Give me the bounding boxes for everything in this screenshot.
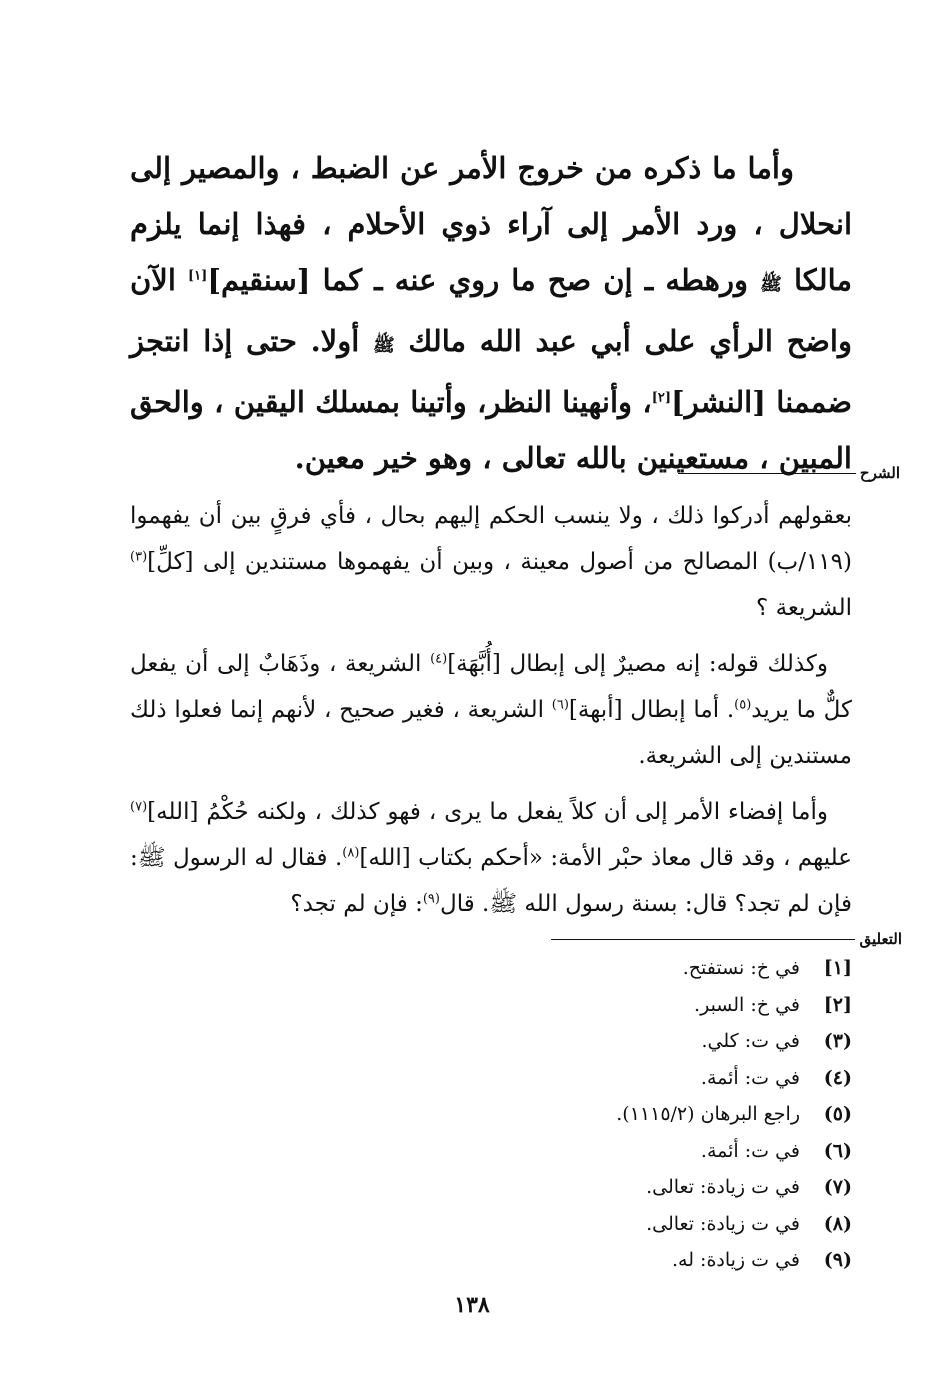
footnote-number: (٣) [823,1030,852,1052]
commentary-run: الشريعة ، وذَهَابٌ إلى أن يفعل كلٌّ ما يريد [130,651,852,723]
footnote-item [432,1060,852,1097]
footnote-number: (٩) [823,1249,852,1271]
footnote-text: في ت: أئمة. [700,1139,800,1162]
footnote-number: (٥) [823,1103,852,1125]
commentary-run: : فإن لم تجد؟ [290,891,423,917]
footnote-number: (٨) [823,1212,852,1235]
commentary-paragraph [130,789,852,927]
commentary-run: عليهم ، وقد قال معاذ حبْر الأمة: «أحكم بكتاب [الله] [359,845,852,871]
footnote-item [432,1133,852,1170]
commentary-run: وكذلك قوله: إنه مصيرٌ إلى إبطال [أُبَّهَة] [447,651,828,677]
commentary-paragraph [130,493,852,631]
commentary-divider [678,462,900,484]
commentary-run: الشريعة ؟ [756,595,852,621]
page-number: ١٣٨ [454,1292,490,1318]
footnote-mark: (٦) [551,697,569,713]
main-paragraph [130,140,852,486]
main-text [130,140,852,486]
commentary-paragraph [130,641,852,779]
main-text-run: أولا. حتى إذا انتجز ضممنا [النشر] [130,324,853,419]
footnotes-list [432,950,852,1279]
footnote-text: راجع البرهان (١١١٥/٢). [616,1103,800,1125]
footnote-item [432,1206,852,1243]
footnote-item [432,1023,852,1060]
footnote-number: [١] [823,957,852,979]
footnote-mark: (٨) [342,845,360,861]
footnote-text: في ت زيادة: تعالى. [646,1212,800,1235]
footnote-item [432,950,852,987]
main-text-run: الآن واضح الرأي على أبي عبد الله مالك [130,263,852,358]
footnote-mark: (٤) [430,651,448,667]
footnote-text: في خ: نستفتح. [682,957,800,979]
footnote-mark: (٣) [130,549,148,565]
footnote-item [432,1096,852,1133]
commentary-heading: الشرح [859,464,900,482]
footnote-mark: (٥) [734,697,752,713]
reference-mark: [١] [188,268,208,284]
honorific-glyph: ﷺ [760,274,782,295]
footnote-number: [٢] [823,993,852,1016]
footnote-mark: (٩) [422,891,440,907]
divider-rule [551,939,855,940]
footnote-text: في ت: أئمة. [700,1066,800,1089]
main-text-run: وأما ما ذكره من خروج الأمر عن الضبط ، والمصير إلى انحلال ، ورد الأمر إلى آراء ذوي الأحلام ، فهذا إنما يلزم مالكا [130,151,852,297]
main-text-run: ، وأنهينا النظر، وأتينا بمسلك اليقين ، والحق المبين ، مستعينين بالله تعالى ، وهو خير معين. [130,385,852,475]
commentary-run: . أما إبطال [أبهة] [568,697,735,723]
commentary-run: وأما إفضاء الأمر إلى أن كلاً يفعل ما يرى ، فهو كذلك ، ولكنه حُكْمُ [الله] [147,799,828,825]
footnote-item [432,1242,852,1279]
notes-heading: التعليق [859,930,902,948]
footnote-text: في ت زيادة: تعالى. [646,1176,800,1198]
footnote-item [432,1169,852,1206]
footnote-number: (٦) [823,1139,852,1162]
commentary-run: بعقولهم أدركوا ذلك ، ولا ينسب الحكم إليهم بحال ، فأي فرقٍ بين أن يفهموا (١١٩/ب) المصالح من أصول معينة ، وبين أن يفهموها مستندين إلى [كلِّ] [130,503,852,575]
footnote-text: في ت زيادة: له. [671,1249,800,1271]
commentary-run: الشريعة ، فغير صحيح ، لأنهم إنما فعلوا ذلك مستندين إلى الشريعة. [130,697,852,769]
divider-rule [678,473,856,474]
footnote-number: (٤) [823,1066,852,1089]
commentary-run: . فقال له الرسول ﷺ: فإن لم تجد؟ قال: بسنة رسول الله ﷺ. قال [130,845,852,917]
footnote-item [432,987,852,1024]
notes-divider [540,928,902,950]
footnote-text: في ت: كلي. [701,1030,800,1052]
main-text-run: ورهطه ـ إن صح ما روي عنه ـ كما [سنقيم] [207,263,761,297]
commentary-text [130,493,852,937]
footnote-text: في خ: السبر. [694,993,800,1016]
footnote-mark: (٧) [130,799,148,815]
reference-mark: [٢] [651,390,671,406]
honorific-glyph: ﷺ [372,335,395,356]
footnote-number: (٧) [823,1176,852,1198]
